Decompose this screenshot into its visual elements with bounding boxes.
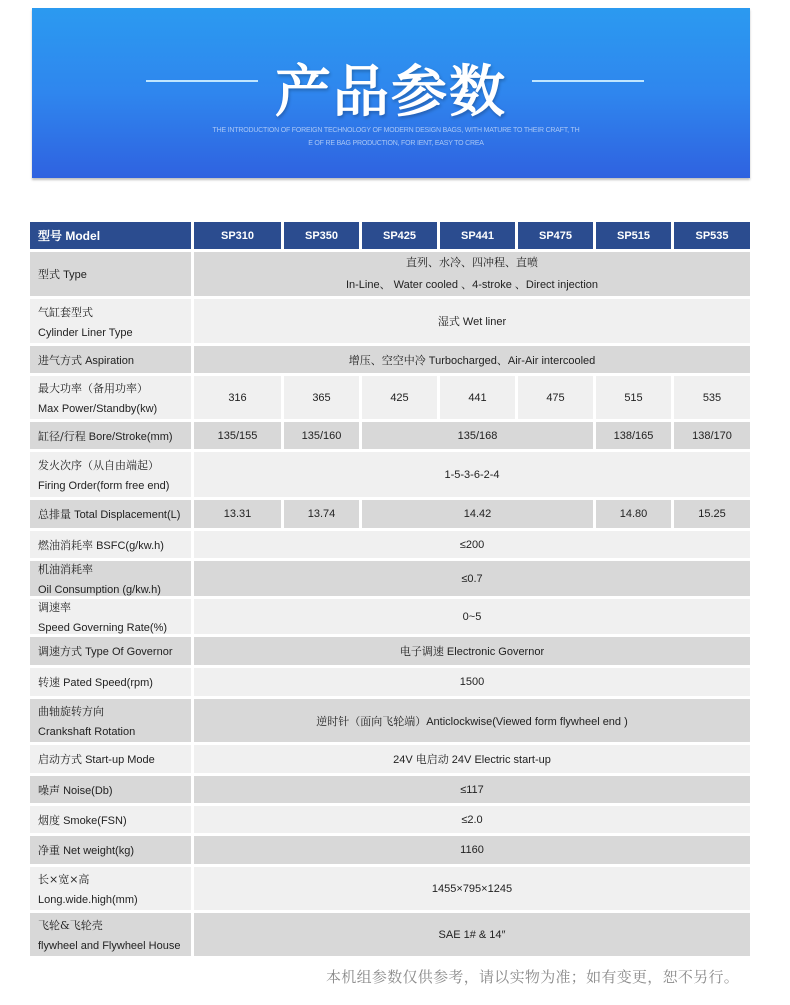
table-row — [30, 299, 750, 343]
value-cell: 441 — [440, 376, 515, 419]
value-cell: 365 — [284, 376, 359, 419]
value-cell: 湿式 Wet liner — [194, 299, 750, 343]
label-en: Bore/Stroke(mm) — [88, 430, 173, 443]
label-zh: 进气方式 — [38, 353, 82, 367]
table-row — [30, 776, 750, 803]
label-en: Long.wide.high(mm) — [38, 894, 138, 906]
footer-note: 本机组参数仅供参考，请以实物为准；如有变更，恕不另行。 — [326, 968, 740, 986]
label-zh: 总排量 — [38, 508, 71, 521]
row-label — [30, 668, 191, 696]
table-row — [30, 346, 750, 373]
table-row — [30, 452, 750, 497]
value-cell: ≤200 — [194, 531, 750, 558]
label-en: Net weight(kg) — [63, 845, 134, 857]
label-en: Total Displacement(L) — [74, 509, 181, 521]
model-header-sp441: SP441 — [440, 222, 515, 249]
row-label — [30, 637, 191, 665]
table-row — [30, 422, 750, 449]
row-label — [30, 531, 191, 558]
value-cell: 316 — [194, 376, 281, 419]
value-cell: 增压、空空中冷 Turbocharged、Air-Air intercooled — [194, 346, 750, 373]
model-header-sp475: SP475 — [518, 222, 593, 249]
row-label — [30, 252, 191, 296]
value-cell: 535 — [674, 376, 750, 419]
label-en: flywheel and Flywheel House — [38, 940, 181, 952]
value-cell: SAE 1# & 14″ — [194, 913, 750, 956]
value-cell: ≤117 — [194, 776, 750, 803]
value-cell: 135/160 — [284, 422, 359, 449]
label-zh: 转速 — [38, 676, 60, 689]
table-row — [30, 599, 750, 634]
row-label — [30, 376, 191, 419]
row-label — [30, 599, 191, 634]
row-label — [30, 452, 191, 497]
value-cell: 电子调速 Electronic Governor — [194, 637, 750, 665]
value-cell: 135/155 — [194, 422, 281, 449]
row-label — [30, 913, 191, 956]
header-model-label — [30, 222, 191, 249]
value-cell: 1500 — [194, 668, 750, 696]
model-header-sp310: SP310 — [194, 222, 281, 249]
banner-title: 产品参数 — [275, 60, 507, 125]
table-row — [30, 376, 750, 419]
table-row — [30, 806, 750, 833]
label-zh: 机油消耗率 — [38, 563, 93, 576]
row-label — [30, 699, 191, 742]
row-label — [30, 836, 191, 864]
value-cell: 24V 电启动 24V Electric start-up — [194, 745, 750, 773]
row-label — [30, 500, 191, 528]
value-cell: 14.80 — [596, 500, 671, 528]
table-row — [30, 699, 750, 742]
value-cell: 13.31 — [194, 500, 281, 528]
row-label — [30, 745, 191, 773]
value-cell: 1160 — [194, 836, 750, 864]
label-en: Max Power/Standby(kw) — [38, 403, 158, 415]
value-cell: ≤0.7 — [194, 561, 750, 596]
label-zh: 型式 — [38, 268, 60, 281]
table-row — [30, 637, 750, 665]
label-zh: 调速方式 — [38, 645, 82, 658]
value-cell: 135/168 — [362, 422, 593, 449]
label-en: BSFC(g/kw.h) — [96, 539, 164, 552]
table-row — [30, 867, 750, 910]
row-label — [30, 561, 191, 596]
label-zh: 最大功率（备用功率） — [38, 382, 148, 395]
label-zh: 飞轮&飞轮壳 — [38, 919, 103, 932]
label-zh: 调速率 — [38, 601, 71, 614]
model-header-sp535: SP535 — [674, 222, 750, 249]
value-cell: 515 — [596, 376, 671, 419]
label-zh: 气缸套型式 — [38, 305, 93, 319]
value-cell: 13.74 — [284, 500, 359, 528]
banner-subtitle-line-1: THE INTRODUCTION OF FOREIGN TECHNOLOGY OF MODERN DESIGN BAGS, WITH MATURE TO THEIR CRAFT, TH — [212, 127, 580, 134]
label-en: Firing Order(form free end) — [38, 480, 170, 492]
label-zh: 曲轴旋转方向 — [38, 705, 104, 718]
decorative-line-right — [532, 80, 644, 82]
table-row — [30, 252, 750, 296]
label-en: Aspiration — [85, 354, 134, 367]
model-header-sp350: SP350 — [284, 222, 359, 249]
label-en: Smoke(FSN) — [63, 814, 127, 827]
spec-table — [27, 219, 753, 959]
label-zh: 燃油消耗率 — [38, 538, 93, 552]
label-zh: 启动方式 — [38, 753, 82, 766]
value-cell: 138/170 — [674, 422, 750, 449]
value-cell: 14.42 — [362, 500, 593, 528]
label-zh: 净重 — [38, 844, 60, 857]
value-cell: 0~5 — [194, 599, 750, 634]
value-cell: 15.25 — [674, 500, 750, 528]
table-row — [30, 745, 750, 773]
table-row — [30, 836, 750, 864]
banner-subtitle — [212, 124, 580, 150]
value-cell: 直列、水冷、四冲程、直喷 In-Line、 Water cooled 、4-stroke 、Direct injection — [194, 252, 750, 296]
label-zh: 缸径/行程 — [38, 429, 86, 443]
banner — [32, 8, 750, 178]
value-cell: 425 — [362, 376, 437, 419]
label-en: Crankshaft Rotation — [38, 726, 136, 738]
row-label — [30, 867, 191, 910]
label-en: Type Of Governor — [85, 646, 173, 658]
label-en: Start-up Mode — [85, 754, 155, 766]
label-en: Noise(Db) — [63, 784, 113, 797]
row-label — [30, 422, 191, 449]
label-zh: 型号 — [38, 229, 63, 243]
value-cell: 1-5-3-6-2-4 — [194, 452, 750, 497]
label-en: Model — [65, 229, 101, 243]
row-label — [30, 806, 191, 833]
row-label — [30, 776, 191, 803]
label-zh: 长×宽×高 — [38, 873, 90, 886]
value-cell: 1455×795×1245 — [194, 867, 750, 910]
value-cell: 138/165 — [596, 422, 671, 449]
label-en: Cylinder Liner Type — [38, 326, 133, 339]
table-row — [30, 913, 750, 956]
label-zh: 烟度 — [38, 813, 60, 827]
label-en: Oil Consumption (g/kw.h) — [38, 584, 161, 596]
value-cell: 逆时针（面向飞轮端）Anticlockwise(Viewed form flywheel end ) — [194, 699, 750, 742]
value-cell: 475 — [518, 376, 593, 419]
label-en: Speed Governing Rate(%) — [38, 622, 168, 634]
label-zh: 噪声 — [38, 783, 60, 797]
label-en: Type — [63, 269, 87, 281]
table-row — [30, 531, 750, 558]
label-zh: 发火次序（从自由端起） — [38, 459, 159, 472]
value-cell: ≤2.0 — [194, 806, 750, 833]
table-row — [30, 500, 750, 528]
model-header-sp515: SP515 — [596, 222, 671, 249]
table-row — [30, 561, 750, 596]
table-row — [30, 668, 750, 696]
banner-subtitle-line-2: E OF RE BAG PRODUCTION, FOR IENT, EASY TO CREA — [308, 140, 484, 147]
row-label — [30, 299, 191, 343]
table-header-row — [30, 222, 750, 249]
model-header-sp425: SP425 — [362, 222, 437, 249]
row-label — [30, 346, 191, 373]
label-en: Pated Speed(rpm) — [63, 677, 153, 689]
